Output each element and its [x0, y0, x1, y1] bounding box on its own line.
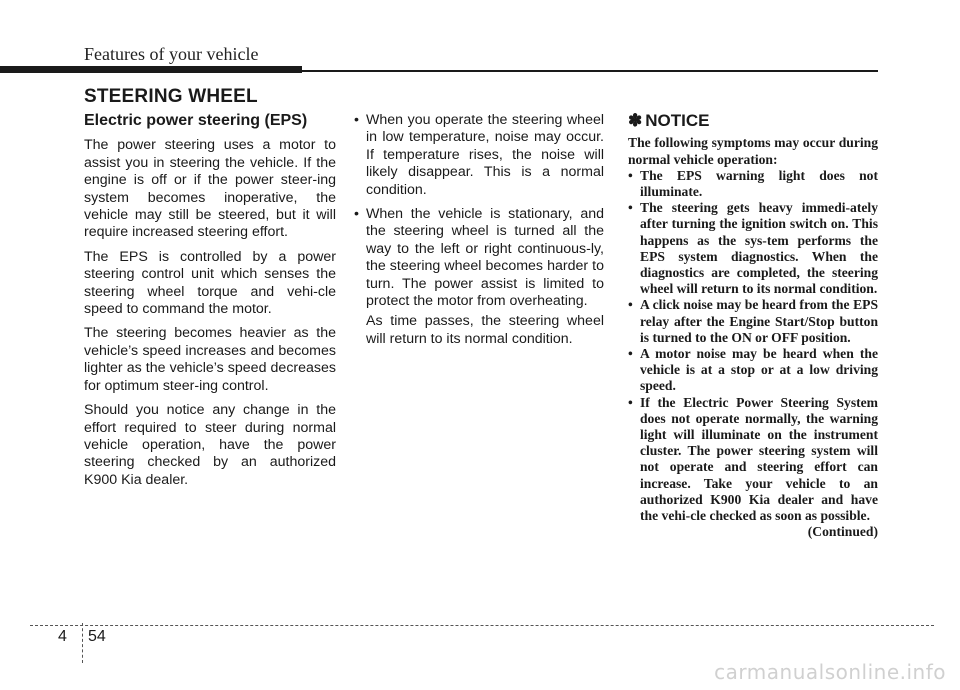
paragraph: The EPS is controlled by a power steering control unit which senses the steering wheel torque and vehi-cle speed to command the motor. — [84, 248, 336, 318]
section-number: 4 — [58, 628, 67, 645]
column-1 — [84, 112, 336, 496]
notice-bullet: • If the Electric Power Steering System does not operate normally, the warning light will illuminate on the instrument cluster. The power steering system will not operate and steering effort can increase. Take your vehicle to an authorized K900 Kia dealer and have the vehi-cle checked as soon as possible. — [628, 395, 878, 525]
continued-label: (Continued) — [807, 524, 878, 540]
header-rule-thin — [302, 70, 878, 72]
column-2 — [352, 112, 604, 348]
page-number: 54 — [88, 628, 106, 645]
bullet-item: • When you operate the steering wheel in low temperature, noise may occur. If temperature rises, the noise will likely disappear. This is a normal condition. — [352, 112, 604, 199]
section-title: STEERING WHEEL — [84, 86, 258, 107]
footer-rule — [30, 625, 934, 626]
bullet-item: • When the vehicle is stationary, and the steering wheel is turned all the way to the left or right continuous-ly, the steering wheel becomes harder to turn. The power assist is limited to protect the motor from overheating. — [352, 206, 604, 310]
footer-divider — [82, 623, 83, 663]
paragraph: Should you notice any change in the effort required to steer during normal vehicle operation, have the power steering checked by an authorized K900 Kia dealer. — [84, 402, 336, 488]
notice-box — [628, 112, 878, 540]
paragraph: The steering becomes heavier as the vehicle’s speed increases and becomes lighter as the vehicle’s speed decreases for optimum steer-ing control. — [84, 325, 336, 394]
notice-bullet: • The EPS warning light does not illuminate. — [628, 168, 878, 200]
header-rule-thick — [0, 66, 302, 73]
notice-bullet: • The steering gets heavy immedi-ately after turning the ignition switch on. This happens as the sys-tem performs the EPS system diagnostics. When the diagnostics are completed, the steering wheel will return to its normal condition. — [628, 200, 878, 297]
watermark: carmanualsonline.info — [714, 660, 946, 684]
notice-bullet: • A click noise may be heard from the EPS relay after the Engine Start/Stop button is turned to the ON or OFF position. — [628, 297, 878, 346]
bullet-continuation: As time passes, the steering wheel will return to its normal condition. — [366, 313, 604, 347]
notice-heading — [628, 112, 878, 129]
notice-intro: The following symptoms may occur during normal vehicle operation: — [628, 135, 878, 167]
eps-subheading: Electric power steering (EPS) — [84, 112, 308, 129]
notice-body — [628, 135, 878, 540]
running-header: Features of your vehicle — [84, 44, 259, 64]
paragraph: The power steering uses a motor to assist you in steering the vehicle. If the engine is off or if the power steer-ing system becomes inoperative, the vehicle may still be steered, but it will require increased steering effort. — [84, 137, 336, 241]
notice-bullet: • A motor noise may be heard when the vehicle is at a stop or at a low driving speed. — [628, 346, 878, 395]
notice-title: NOTICE — [645, 111, 710, 130]
notice-mark-icon: ✽ — [628, 111, 643, 130]
